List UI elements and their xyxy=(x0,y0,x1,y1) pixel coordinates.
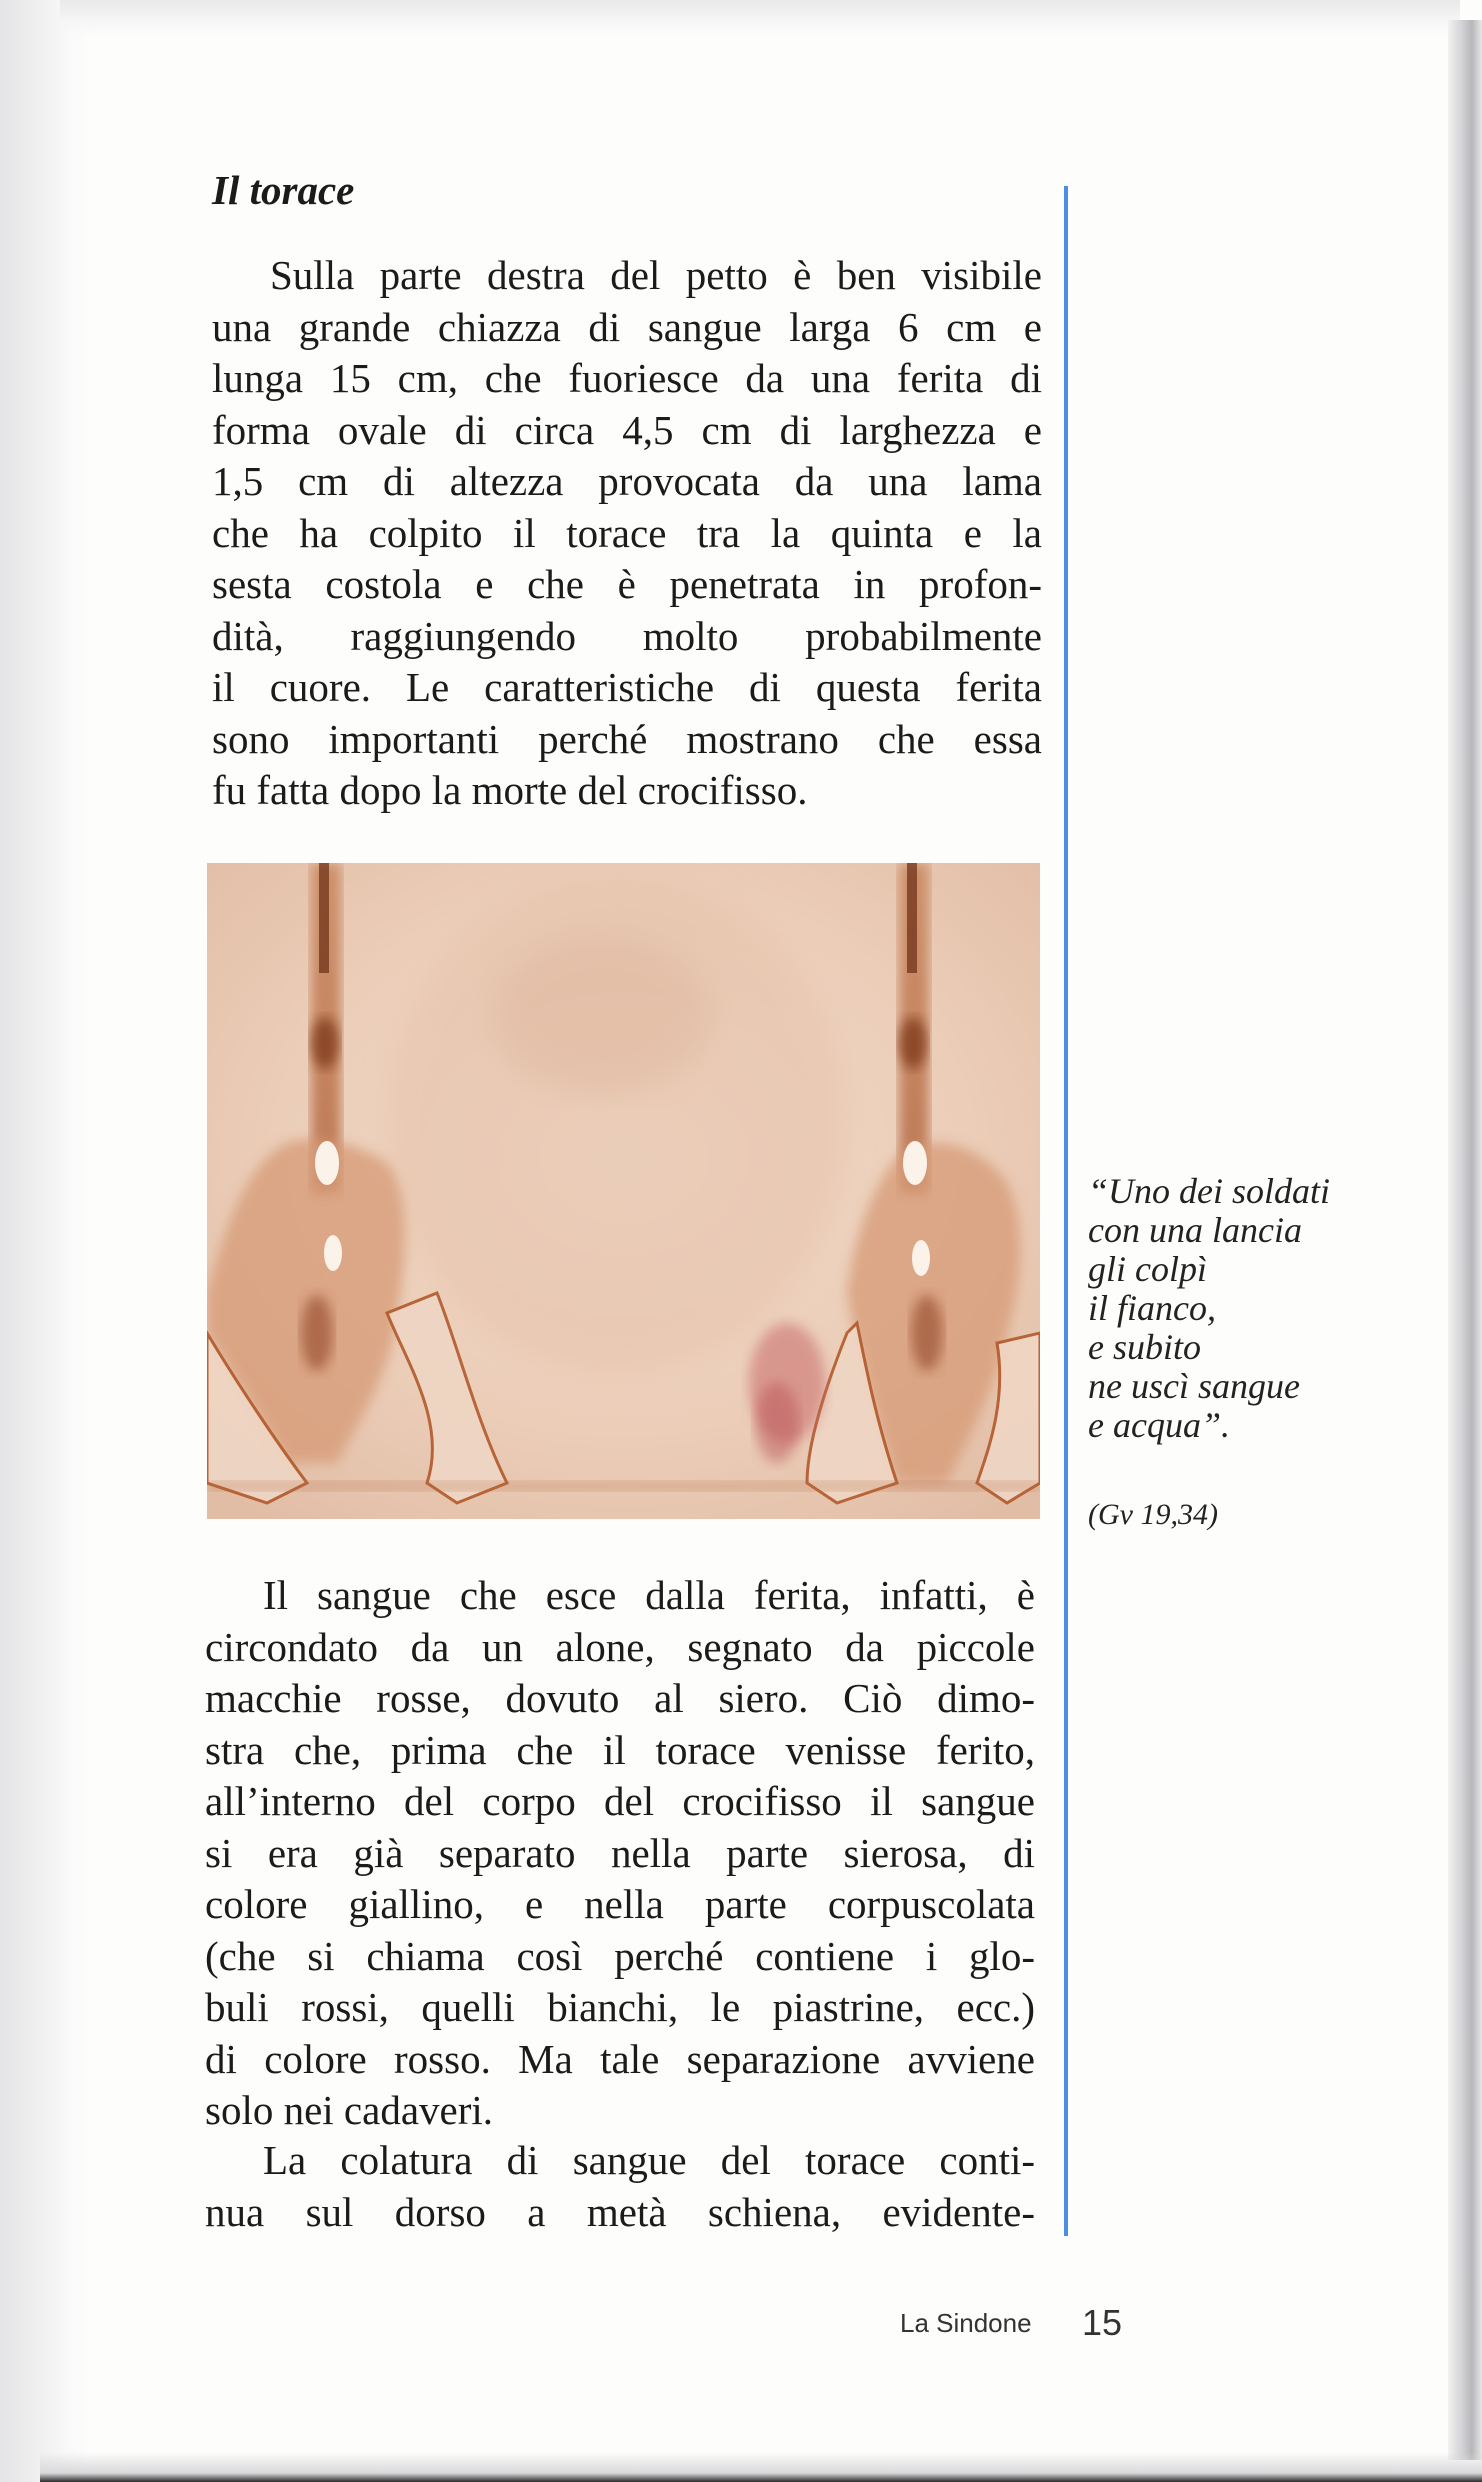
text-line: stra che, prima che il torace venisse ferito, xyxy=(205,1726,1035,1773)
text-line: sono importanti perché mostrano che essa xyxy=(212,715,1042,762)
shroud-chest-photo xyxy=(207,863,1040,1519)
text-line: circondato da un alone, segnato da piccole xyxy=(205,1623,1035,1670)
top-edge xyxy=(60,0,1460,36)
text-line: (che si chiama così perché contiene i glo- xyxy=(205,1932,1035,1979)
quote-line: il fianco, xyxy=(1088,1288,1216,1328)
text-line: all’interno del corpo del crocifisso il sangue xyxy=(205,1778,1035,1824)
text-line: forma ovale di circa 4,5 cm di larghezza e xyxy=(212,406,1042,453)
text-line: solo nei cadaveri. xyxy=(205,2087,494,2133)
text-line: Sulla parte destra del petto è ben visibile xyxy=(270,252,1042,298)
text-line: una grande chiazza di sangue larga 6 cm e xyxy=(212,303,1042,350)
quote-reference: (Gv 19,34) xyxy=(1088,1498,1218,1531)
quote-line: e acqua”. xyxy=(1088,1405,1230,1445)
text-line: nua sul dorso a metà schiena, evidente- xyxy=(205,2188,1035,2235)
bottom-page-edge xyxy=(40,2452,1482,2482)
paragraph-2 xyxy=(205,1570,1035,2137)
running-footer-title: La Sindone xyxy=(900,2308,1032,2338)
quote-line: e subito xyxy=(1088,1327,1201,1367)
text-line: macchie rosse, dovuto al siero. Ciò dimo- xyxy=(205,1675,1035,1721)
text-line: colore giallino, e nella parte corpuscolata xyxy=(205,1881,1035,1927)
quote-line: ne uscì sangue xyxy=(1088,1366,1300,1406)
text-line: sesta costola e che è penetrata in profon- xyxy=(212,561,1042,607)
section-heading: Il torace xyxy=(212,167,355,213)
text-line: dità, raggiungendo molto probabilmente xyxy=(212,612,1042,659)
quote-line: con una lancia xyxy=(1088,1210,1302,1250)
text-line: che ha colpito il torace tra la quinta e la xyxy=(212,509,1042,556)
text-line: La colatura di sangue del torace conti- xyxy=(263,2137,1035,2183)
right-page-edge xyxy=(1448,20,1482,2460)
text-line: Il sangue che esce dalla ferita, infatti, è xyxy=(263,1572,1035,1618)
text-line: 1,5 cm di altezza provocata da una lama xyxy=(212,458,1042,504)
paragraph-1 xyxy=(212,250,1042,817)
sidebar-quote xyxy=(1088,1172,1388,1445)
page-number: 15 xyxy=(1082,2302,1123,2343)
text-line: il cuore. Le caratteristiche di questa ferita xyxy=(212,664,1042,710)
quote-line: “Uno dei soldati xyxy=(1088,1171,1331,1211)
margin-rule xyxy=(1064,186,1068,2236)
spine-shadow xyxy=(0,0,92,2482)
text-line: lunga 15 cm, che fuoriesce da una ferita di xyxy=(212,355,1042,401)
text-line: buli rossi, quelli bianchi, le piastrine, ecc.) xyxy=(205,1984,1035,2030)
text-line: si era già separato nella parte sierosa, di xyxy=(205,1829,1035,1876)
quote-line: gli colpì xyxy=(1088,1249,1207,1289)
paragraph-3 xyxy=(205,2135,1035,2238)
text-line: fu fatta dopo la morte del crocifisso. xyxy=(212,767,808,813)
text-line: di colore rosso. Ma tale separazione avviene xyxy=(205,2035,1035,2082)
